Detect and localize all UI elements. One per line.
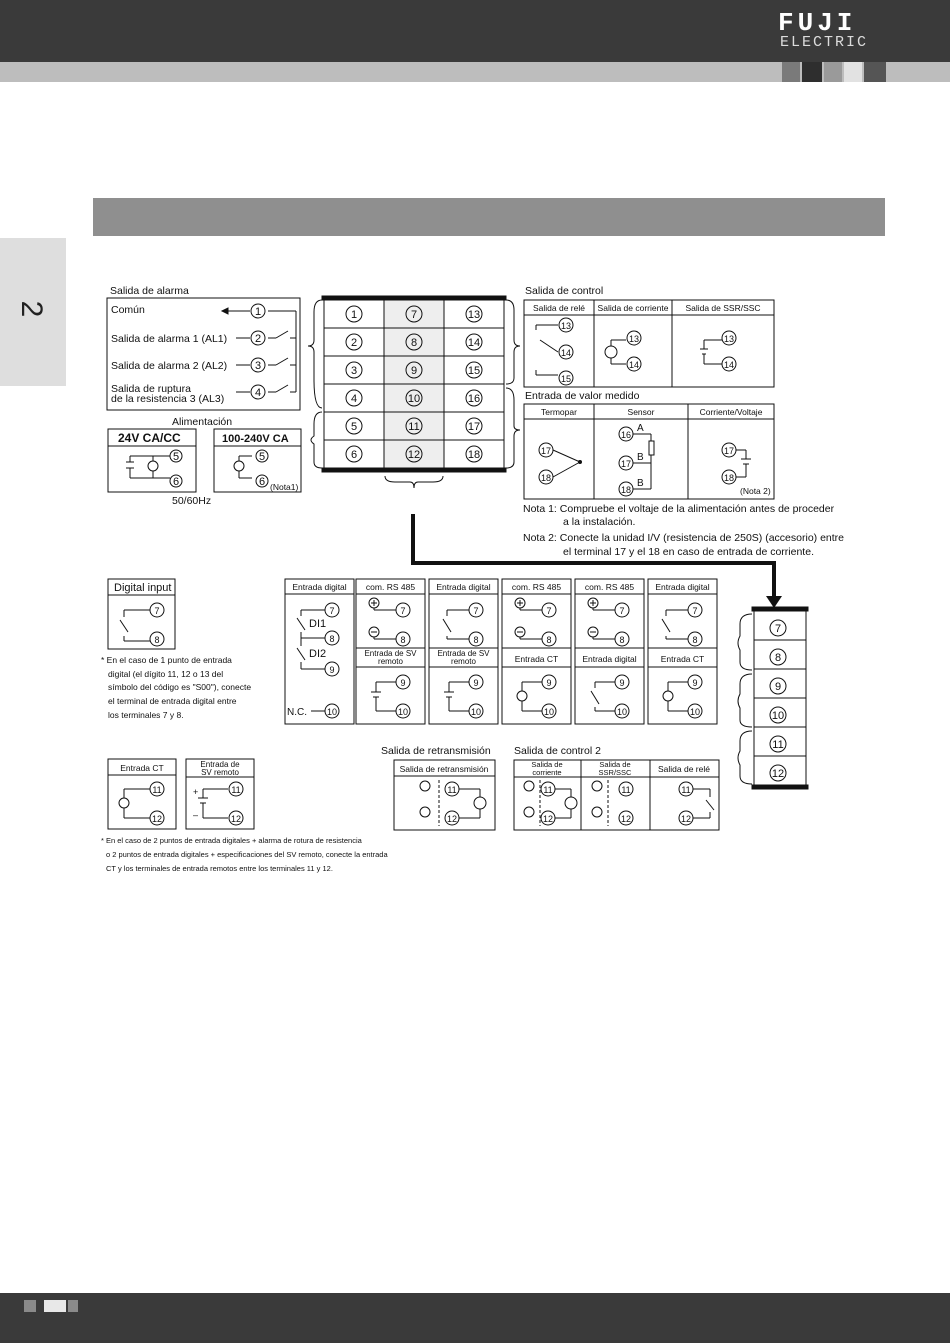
terminal-num: 8 (329, 634, 335, 644)
terminal-num: 7 (329, 606, 335, 616)
digital-input-title: Digital input (114, 582, 172, 594)
terminal-num: 8 (154, 635, 160, 645)
right-terminal-cell: 7 (774, 623, 782, 635)
terminal-num: 17 (540, 446, 552, 456)
mid-col-lower: Entrada CT (660, 654, 705, 664)
terminal-num: 11 (621, 785, 631, 795)
mid-col-lower: Entrada digital (582, 654, 637, 664)
mid-col-lower: Entrada de SV (437, 649, 490, 658)
right-terminal-cell: 12 (771, 768, 785, 780)
terminal-num: 14 (628, 360, 640, 370)
terminal-block-cell: 17 (467, 421, 481, 433)
terminal-num: 9 (619, 678, 625, 688)
alarm-row: Común (111, 304, 145, 316)
power-freq: 50/60Hz (172, 495, 212, 507)
terminal-num: 8 (692, 635, 698, 645)
mid-col-header: Entrada digital (655, 582, 710, 592)
terminal-num: 6 (172, 476, 180, 488)
terminal-block-bottom (322, 468, 506, 472)
terminal-block-cell: 14 (467, 337, 481, 349)
terminal-num: 12 (151, 814, 163, 824)
di2-label: DI2 (309, 648, 327, 660)
mid-col-header: com. RS 485 (365, 582, 416, 592)
terminal-num: 18 (540, 473, 552, 483)
sv-title-2: SV remoto (201, 768, 239, 777)
terminal-num: 7 (619, 606, 625, 616)
terminal-block-cell: 3 (350, 365, 358, 377)
power-dc-label: 24V CA/CC (118, 431, 181, 445)
power-note: (Nota1) (270, 482, 299, 492)
terminal-num: 10 (616, 707, 628, 717)
terminal-num: 12 (620, 814, 632, 824)
terminal-num: 10 (326, 707, 338, 717)
terminal-num: 8 (473, 635, 479, 645)
control-col-header: Salida de relé (533, 303, 585, 313)
control-output-title: Salida de control (525, 285, 604, 297)
note-1b: a la instalación. (563, 516, 636, 528)
terminal-num: 7 (400, 606, 406, 616)
terminal-block-cell: 11 (408, 421, 420, 433)
terminal-block-cell: 10 (407, 393, 421, 405)
terminal-num: 17 (723, 446, 735, 456)
terminal-num: 9 (473, 678, 479, 688)
terminal-num: 9 (400, 678, 406, 688)
right-terminal-bottom (752, 785, 808, 789)
right-terminal-cell: 8 (774, 652, 782, 664)
alarm-title: Salida de alarma (110, 285, 189, 297)
mid-col-header: Entrada digital (292, 582, 347, 592)
terminal-block-cell: 4 (350, 393, 358, 405)
note-1: Nota 1: Compruebe el voltaje de la alimentación antes de proceder (523, 503, 835, 515)
terminal-num: 10 (689, 707, 701, 717)
terminal-num: 10 (543, 707, 555, 717)
ctrl2-col-header: Salida de (599, 760, 631, 769)
terminal-num: 15 (560, 374, 572, 384)
terminal-num: 13 (560, 321, 572, 331)
terminal-num: 12 (230, 814, 242, 824)
mid-col-box (648, 579, 717, 724)
digital-note-line: los terminales 7 y 8. (108, 710, 184, 720)
digital-note-line: * En el caso de 1 punto de entrada (101, 655, 232, 665)
power-ac-label: 100-240V CA (222, 433, 289, 445)
terminal-num: 6 (258, 476, 266, 488)
terminal-num: 9 (692, 678, 698, 688)
brand-logo: FUJI (778, 8, 857, 38)
terminal-num: 10 (470, 707, 482, 717)
svg-text:–: – (193, 810, 199, 820)
alarm-row: Salida de alarma 2 (AL2) (111, 360, 228, 372)
measured-col-header: Sensor (627, 407, 655, 417)
bottom-note-line: CT y los terminales de entrada remotos entre los terminales 11 y 12. (106, 864, 333, 873)
terminal-block-top (322, 296, 506, 300)
terminal-num: 13 (628, 334, 640, 344)
bottom-note-line: o 2 puntos de entrada digitales + especificaciones del SV remoto, conecte la entrada (106, 850, 388, 859)
right-terminal-cell: 9 (774, 681, 782, 693)
retrans-title: Salida de retransmisión (381, 745, 491, 757)
di1-label: DI1 (309, 618, 327, 630)
terminal-num: 10 (397, 707, 409, 717)
svg-text:B: B (637, 478, 644, 489)
terminal-num: 14 (560, 348, 572, 358)
alarm-row: Salida de alarma 1 (AL1) (111, 333, 228, 345)
terminal-num: 11 (543, 785, 553, 795)
retrans-box-title: Salida de retransmisión (399, 764, 489, 774)
sv-title: Entrada de (200, 760, 240, 769)
mid-col-header: com. RS 485 (584, 582, 635, 592)
mid-col-lower: Entrada CT (514, 654, 559, 664)
ctrl2-title: Salida de control 2 (514, 745, 601, 757)
mid-col-lower-2: remoto (378, 657, 403, 666)
terminal-num: 12 (446, 814, 458, 824)
power-title: Alimentación (172, 416, 233, 428)
control-col-header: Salida de corriente (597, 303, 669, 313)
terminal-num: 5 (172, 451, 180, 463)
terminal-block-cell: 7 (410, 309, 418, 321)
terminal-num: 11 (152, 785, 162, 795)
terminal-block-cell: 9 (410, 365, 418, 377)
measured-col-header: Termopar (541, 407, 577, 417)
bottom-note-line: * En el caso de 2 puntos de entrada digitales + alarma de rotura de resistencia (101, 836, 362, 845)
terminal-num: 3 (254, 360, 262, 372)
terminal-num: 11 (231, 785, 241, 795)
terminal-block-cell: 2 (350, 337, 358, 349)
terminal-block-cell: 12 (407, 449, 421, 461)
nc-label: N.C. (287, 707, 307, 718)
terminal-num: 12 (680, 814, 692, 824)
terminal-num: 8 (546, 635, 552, 645)
note-2: Nota 2: Conecte la unidad I/V (resistencia de 250S) (accesorio) entre (523, 532, 845, 544)
ct-title: Entrada CT (120, 763, 164, 773)
mid-col-box (575, 579, 644, 724)
terminal-num: 8 (400, 635, 406, 645)
terminal-block-cell: 5 (350, 421, 358, 433)
brand-sub: ELECTRIC (780, 34, 869, 51)
terminal-num: 12 (542, 814, 554, 824)
terminal-num: 7 (154, 606, 160, 616)
terminal-block-cell: 8 (410, 337, 418, 349)
chapter-number: 2 (15, 300, 48, 318)
right-terminal-top (752, 607, 808, 611)
ctrl2-col-header: Salida de relé (658, 764, 710, 774)
terminal-num: 4 (254, 387, 262, 399)
right-terminal-cell: 11 (772, 739, 784, 751)
terminal-num: 17 (620, 459, 632, 469)
terminal-num: 5 (258, 451, 266, 463)
svg-text:+: + (193, 787, 199, 797)
terminal-num: 18 (620, 485, 632, 495)
mid-col-box (502, 579, 571, 724)
terminal-num: 18 (723, 473, 735, 483)
mid-col-header: com. RS 485 (511, 582, 562, 592)
terminal-block-cell: 15 (467, 365, 481, 377)
control-col-header: Salida de SSR/SSC (685, 303, 761, 313)
mid-col-lower-2: remoto (451, 657, 476, 666)
terminal-num: 11 (681, 785, 691, 795)
terminal-block-cell: 1 (350, 309, 358, 321)
terminal-num: 14 (723, 360, 735, 370)
terminal-num: 9 (329, 665, 335, 675)
note2-tag: (Nota 2) (740, 486, 771, 496)
svg-text:A: A (637, 423, 644, 434)
mid-col-header: Entrada digital (436, 582, 491, 592)
terminal-block-cell: 16 (467, 393, 481, 405)
svg-text:B: B (637, 452, 644, 463)
alarm-row: de la resistencia 3 (AL3) (111, 393, 225, 405)
measured-col-header: Corriente/Voltaje (699, 407, 763, 417)
terminal-num: 7 (473, 606, 479, 616)
right-terminal-cell: 10 (771, 710, 785, 722)
measured-input-title: Entrada de valor medido (525, 390, 640, 402)
terminal-num: 16 (620, 430, 632, 440)
terminal-num: 1 (254, 306, 262, 318)
terminal-block-cell: 6 (350, 449, 358, 461)
ctrl2-col-header-2: corriente (532, 768, 562, 777)
mid-col-lower: Entrada de SV (364, 649, 417, 658)
note-2b: el terminal 17 y el 18 en caso de entrada de corriente. (563, 546, 814, 558)
terminal-num: 8 (619, 635, 625, 645)
digital-note-line: digital (el dígito 11, 12 o 13 del (108, 669, 224, 679)
terminal-num: 2 (254, 333, 262, 345)
terminal-num: 7 (692, 606, 698, 616)
digital-note-line: símbolo del código es "S00"), conecte (108, 682, 252, 692)
terminal-num: 11 (447, 785, 457, 795)
terminal-block-cell: 18 (467, 449, 481, 461)
terminal-num: 13 (723, 334, 735, 344)
alarm-row: Salida de ruptura (111, 383, 191, 395)
terminal-num: 9 (546, 678, 552, 688)
ctrl2-col-header-2: SSR/SSC (598, 768, 632, 777)
terminal-block-cell: 13 (467, 309, 481, 321)
terminal-num: 7 (546, 606, 552, 616)
digital-note-line: el terminal de entrada digital entre (108, 696, 237, 706)
ctrl2-col-header: Salida de (531, 760, 563, 769)
